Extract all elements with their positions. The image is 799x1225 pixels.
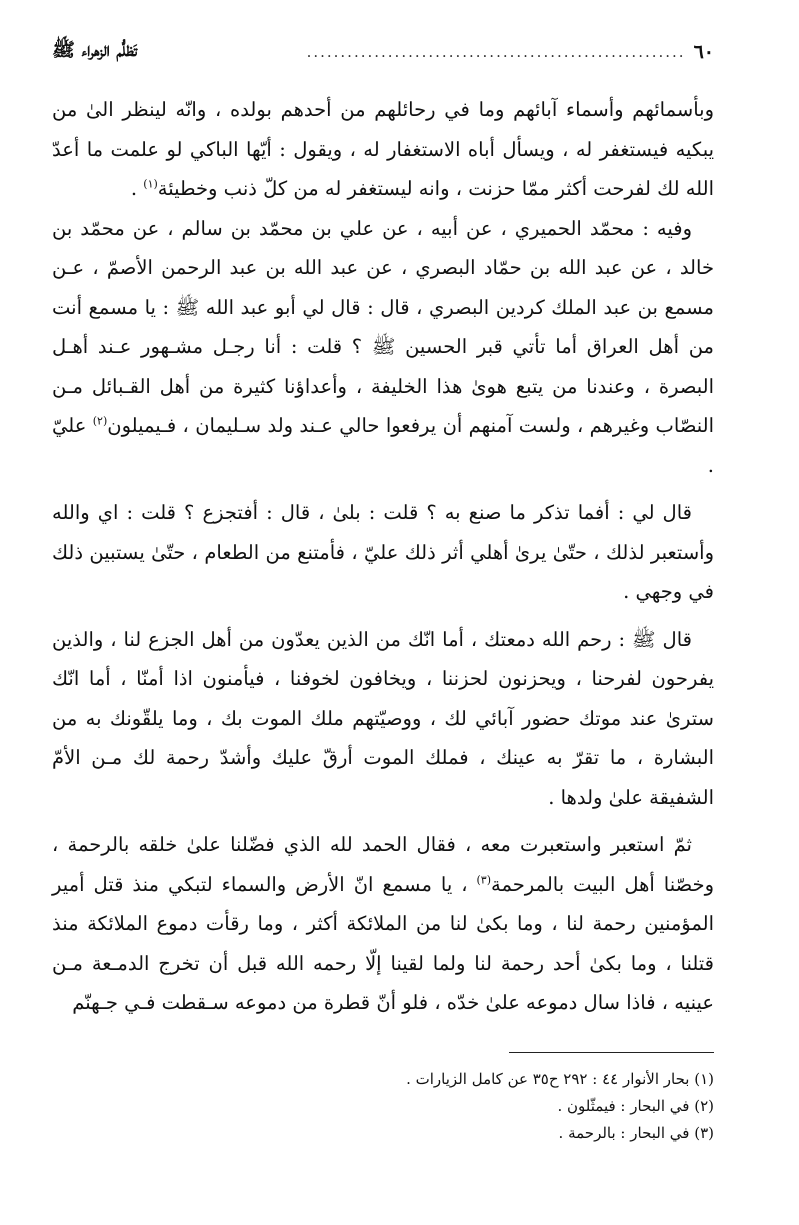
paragraph: ثمّ استعبر واستعبرت معه ، فقال الحمد لله الذي فضّلنا علىٰ خلقه بالرحمة ، وخصّنا أهل البيت بالمرحمة$^{(٣)}$ ، يا مسمع انّ الأرض والسماء لتبكي منذ قتل أمير المؤمنين رحمة لنا ، وما بكىٰ لنا من الملائكة أكثر ، وما رقأت دموع الملائكة منذ قتلنا ، وما بكىٰ أحد رحمة لنا ولما لقينا إلّا رحمه الله قبل أن تخرج الدمـعة مـن عينيه ، فاذا سال دموعه علىٰ خدّه ، فلو أنّ قطرة من دموعه سـقطت فـي جـهنّم (52, 833, 715, 1014)
main-text (52, 90, 714, 1023)
book-title: تَظلُّم الزهراء ﷺ (52, 39, 138, 61)
paragraph: وبأسمائهم وأسماء آبائهم وما في رحائلهم من أحدهم بولده ، وانّه لينظر الىٰ من يبكيه فيستغفر له ، ويسأل أباه الاستغفار له ، ويقول : أيّها الباكي لو علمت ما أعدّ الله لك لفرحت أكثر ممّا حزنت ، وانه ليستغفر له من كلّ ذنب وخطيئة$^{(١)}$ . (52, 98, 714, 200)
page-number: ٦٠ (693, 41, 714, 63)
header-leader-dots: ........................................................ (306, 43, 686, 61)
paragraph: وفيه : محمّد الحميري ، عن أبيه ، عن علي بن محمّد بن سالم ، عن محمّد بن خالد ، عن عبد الله بن حمّاد البصري ، عن عبد الله بن عبد الرحمن الأصمّ ، عـن مسمع بن عبد الملك كردين البصري ، قال : قال لي أبو عبد الله ﷺ : يا مسمع أنت من أهل العراق أما تأتي قبر الحسين ﷺ ؟ قلت : أنا رجـل مشـهور عـند أهـل البصرة ، وعندنا من يتبع هوىٰ هذا الخليفة ، وأعداؤنا كثيرة من أهل القـبائل مـن النصّاب وغيرهم ، ولست آمنهم أن يرفعوا حالي عـند ولد سـليمان ، فـيميلون$^{(٢)}$ عليّ . (52, 216, 715, 477)
running-header (52, 38, 714, 66)
paragraph: قال لي : أفما تذكر ما صنع به ؟ قلت : بلىٰ ، قال : أفتجزع ؟ قلت : اي والله وأستعبر لذلك ، حتّىٰ يرىٰ أهلي أثر ذلك عليّ ، فأمتنع من الطعام ، حتّىٰ يستبين ذلك في وجهي . (52, 501, 714, 603)
footnote: (٢) في البحار : فيمثّلون . (557, 1097, 714, 1115)
footnote: (١) بحار الأنوار ٤٤ : ٢٩٢ ح٣٥ عن كامل الزيارات . (406, 1070, 714, 1088)
footnotes (52, 1066, 714, 1147)
paragraph: قال ﷺ : رحم الله دمعتك ، أما انّك من الذين يعدّون من أهل الجزع لنا ، والذين يفرحون لفرحنا ، ويحزنون لحزننا ، ويخافون لخوفنا ، فيأمنون اذا أمنّا ، أما انّك سترىٰ عند موتك حضور آبائي لك ، ووصيّتهم ملك الموت بك ، وما يلقّونك به من البشارة ، ما تقرّ به عينك ، فملك الموت أرقّ عليك وأشدّ رحمة لك مـن الأمّ الشفيقة علىٰ ولدها . (52, 627, 714, 809)
footnote-separator (509, 1052, 714, 1053)
footnote-marker: (٢) (92, 414, 108, 428)
footnote-marker: (١) (143, 177, 158, 191)
footnote-marker: (٣) (476, 873, 492, 886)
footnote: (٣) في البحار : بالرحمة . (558, 1124, 714, 1142)
